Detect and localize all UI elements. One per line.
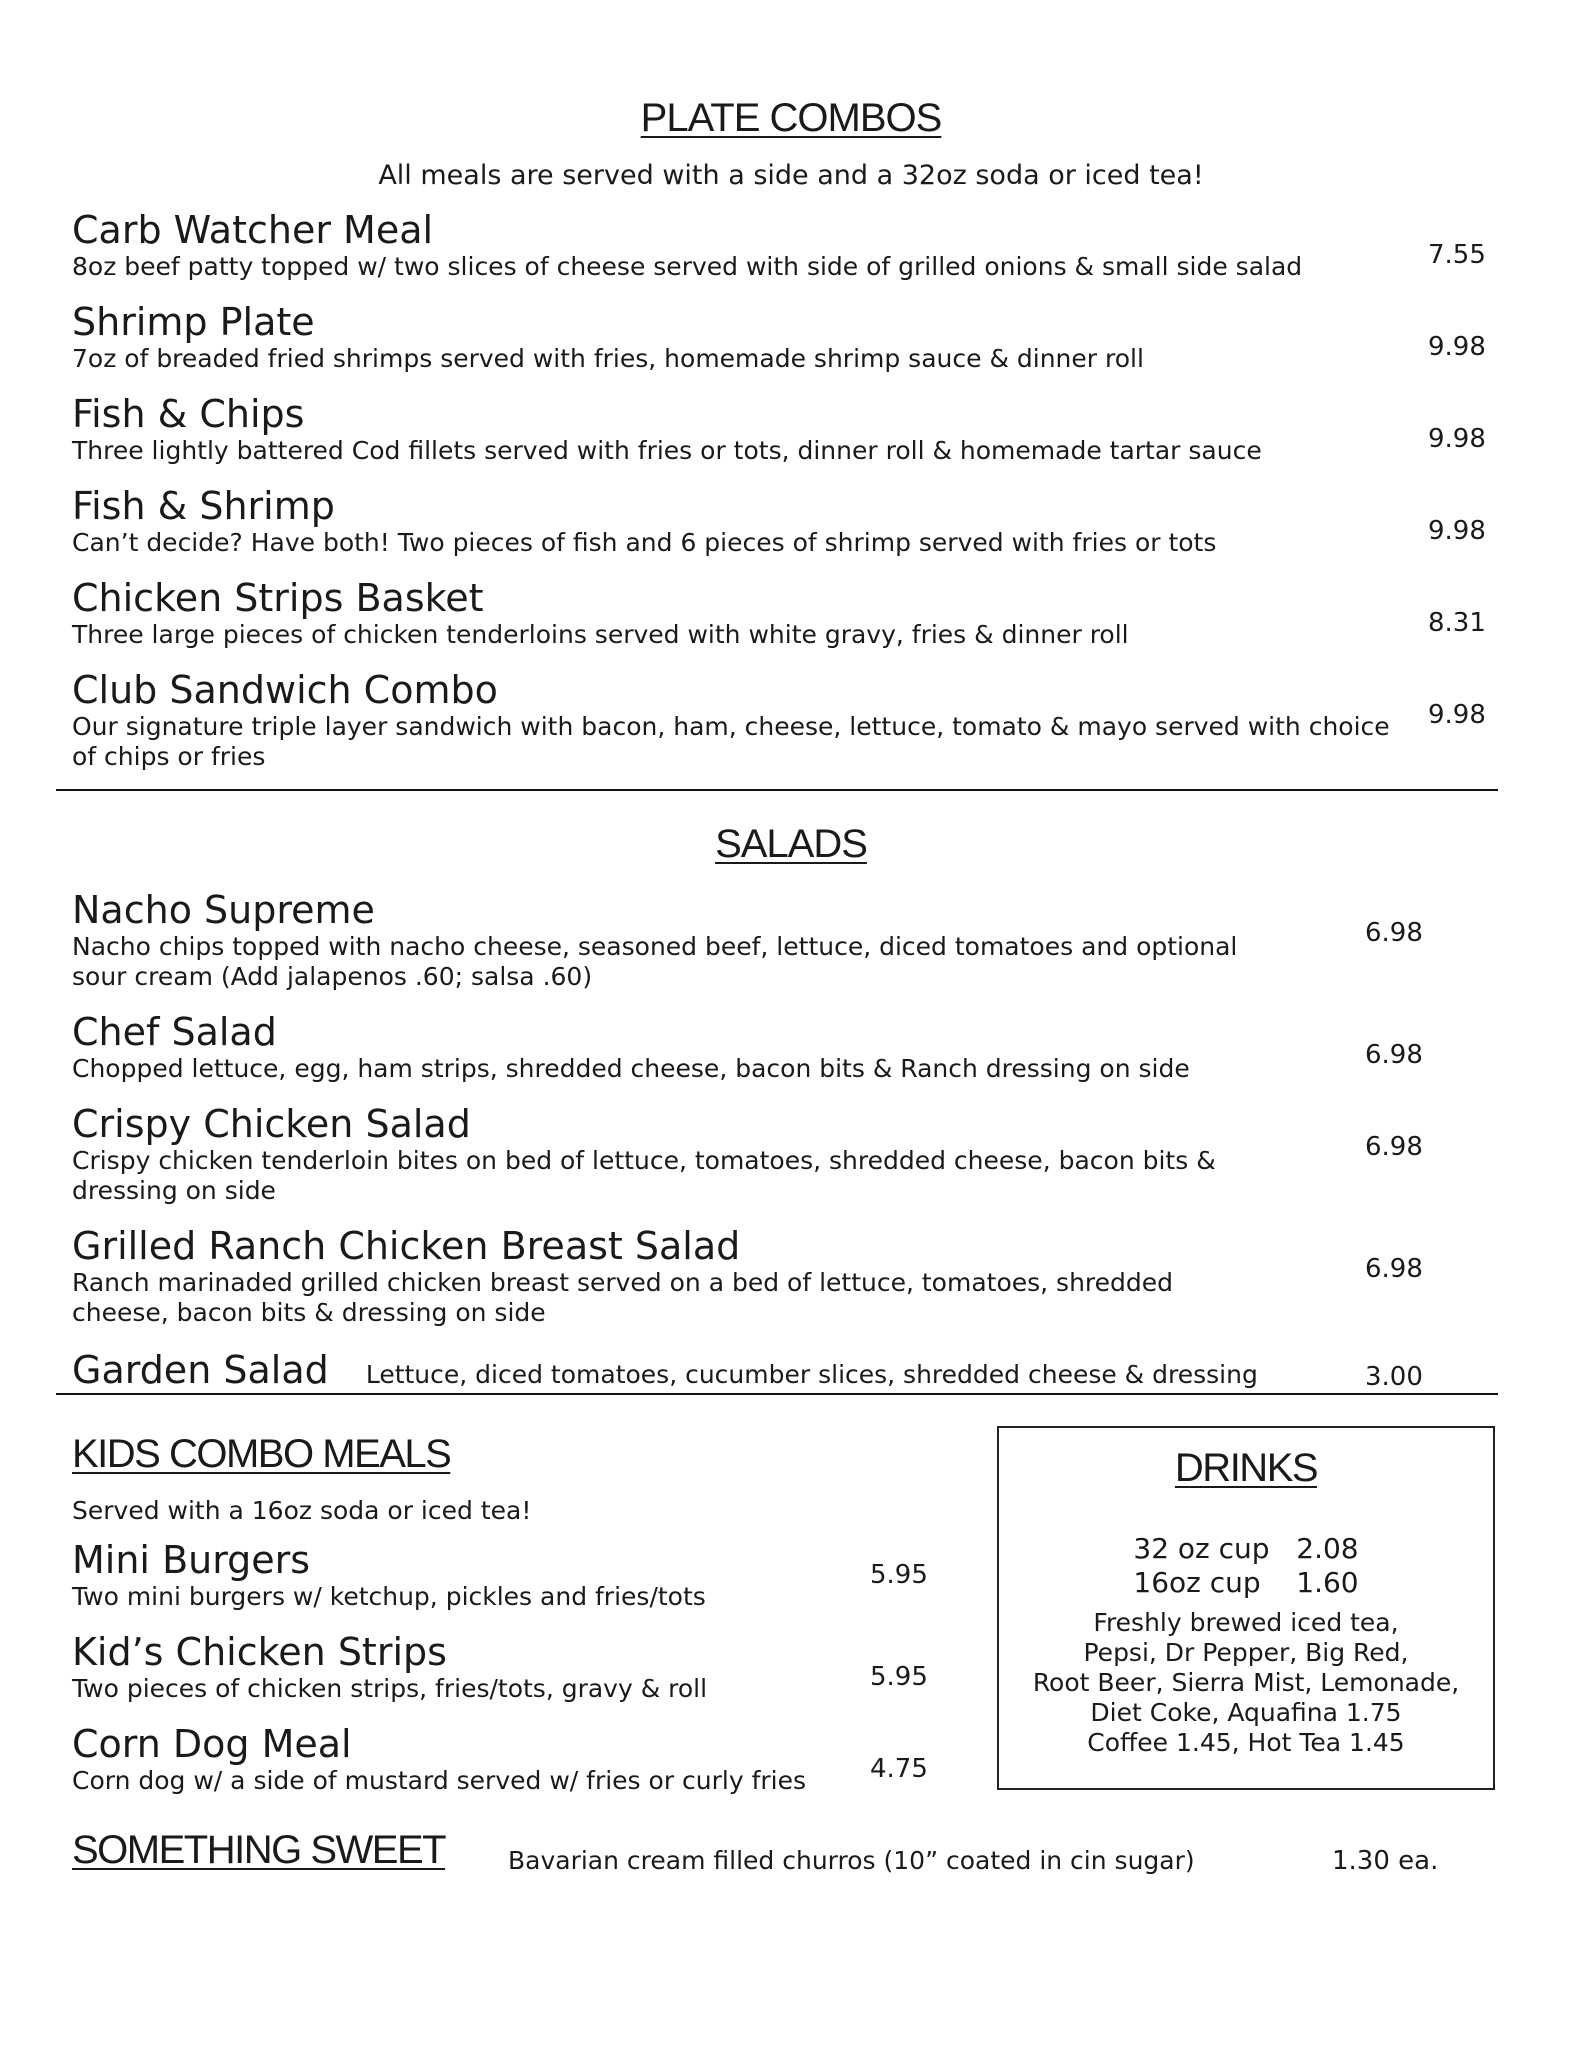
item-price: 9.98 <box>1428 516 1486 546</box>
drinks-list-line: Diet Coke, Aquafina 1.75 <box>1090 1698 1402 1727</box>
item-description: Can’t decide? Have both! Two pieces of fish and 6 pieces of shrimp served with fries or tots <box>72 528 1217 557</box>
item-name: Club Sandwich Combo <box>72 668 498 712</box>
cup-size: 32 oz cup <box>1133 1532 1270 1565</box>
item-price: 6.98 <box>1365 1132 1423 1162</box>
menu-item-kids-chicken-strips <box>72 1630 872 1704</box>
drinks-list-line: Root Beer, Sierra Mist, Lemonade, <box>1032 1668 1460 1697</box>
item-name: Nacho Supreme <box>72 888 375 932</box>
item-description: Crispy chicken tenderloin bites on bed of lettuce, tomatoes, shredded cheese, bacon bits & dressing on side <box>72 1146 1216 1205</box>
item-name: Crispy Chicken Salad <box>72 1102 471 1146</box>
item-name: Fish & Chips <box>72 392 305 436</box>
item-price: 6.98 <box>1365 1254 1423 1284</box>
menu-item-grilled-ranch-salad <box>72 1224 1262 1328</box>
plate-combos-subtitle: All meals are served with a side and a 32oz soda or iced tea! <box>378 160 1204 191</box>
item-name: Carb Watcher Meal <box>72 208 434 252</box>
item-name: Grilled Ranch Chicken Breast Salad <box>72 1224 741 1268</box>
menu-item-mini-burgers <box>72 1538 872 1612</box>
item-name: Fish & Shrimp <box>72 484 335 528</box>
menu-item-shrimp-plate <box>72 300 1412 374</box>
item-price: 5.95 <box>870 1560 928 1590</box>
menu-item-carb-watcher <box>72 208 1412 282</box>
drinks-heading: DRINKS <box>1174 1446 1318 1490</box>
item-description: 7oz of breaded fried shrimps served with fries, homemade shrimp sauce & dinner roll <box>72 344 1144 373</box>
item-price: 7.55 <box>1428 240 1486 270</box>
plate-combos-heading: PLATE COMBOS <box>640 96 942 140</box>
drink-cup-large <box>999 1532 1493 1565</box>
drinks-list-line: Pepsi, Dr Pepper, Big Red, <box>1083 1638 1409 1667</box>
item-description: Our signature triple layer sandwich with bacon, ham, cheese, lettuce, tomato & mayo served with choice of chips or fries <box>72 712 1390 771</box>
item-name: Chef Salad <box>72 1010 277 1054</box>
item-price: 8.31 <box>1428 608 1486 638</box>
drinks-list-line: Freshly brewed iced tea, <box>1093 1608 1399 1637</box>
menu-item-corn-dog <box>72 1722 872 1796</box>
item-name: Kid’s Chicken Strips <box>72 1630 447 1674</box>
salads-heading: SALADS <box>715 822 867 866</box>
item-name: Mini Burgers <box>72 1538 311 1582</box>
menu-item-chicken-strips-basket <box>72 576 1412 650</box>
cup-price: 1.60 <box>1296 1566 1359 1599</box>
menu-item-nacho-supreme <box>72 888 1262 992</box>
kids-subtitle: Served with a 16oz soda or iced tea! <box>72 1496 532 1525</box>
section-divider <box>56 1393 1498 1395</box>
menu-item-club-sandwich <box>72 668 1402 772</box>
item-price: 9.98 <box>1428 424 1486 454</box>
item-price: 3.00 <box>1365 1362 1423 1392</box>
drinks-list-line: Coffee 1.45, Hot Tea 1.45 <box>1087 1728 1405 1757</box>
item-description: Chopped lettuce, egg, ham strips, shredded cheese, bacon bits & Ranch dressing on side <box>72 1054 1190 1083</box>
cup-price: 2.08 <box>1296 1532 1359 1565</box>
item-description: Two pieces of chicken strips, fries/tots, gravy & roll <box>72 1674 708 1703</box>
item-name: Corn Dog Meal <box>72 1722 352 1766</box>
drinks-panel <box>997 1426 1495 1790</box>
menu-item-crispy-chicken-salad <box>72 1102 1262 1206</box>
section-divider <box>56 789 1498 791</box>
drinks-list <box>999 1608 1493 1758</box>
item-description: Three large pieces of chicken tenderloins served with white gravy, fries & dinner roll <box>72 620 1129 649</box>
item-description: Nacho chips topped with nacho cheese, seasoned beef, lettuce, diced tomatoes and optional sour cream (Add jalapenos .60; salsa .60) <box>72 932 1238 991</box>
item-price: 6.98 <box>1365 918 1423 948</box>
item-description: Corn dog w/ a side of mustard served w/ fries or curly fries <box>72 1766 807 1795</box>
menu-item-garden-salad <box>72 1348 1372 1392</box>
something-sweet-description: Bavarian cream filled churros (10” coated in cin sugar) <box>508 1846 1195 1875</box>
item-description: Two mini burgers w/ ketchup, pickles and fries/tots <box>72 1582 706 1611</box>
item-price: 9.98 <box>1428 700 1486 730</box>
item-price: 9.98 <box>1428 332 1486 362</box>
item-price: 6.98 <box>1365 1040 1423 1070</box>
item-name: Garden Salad <box>72 1348 329 1392</box>
item-price: 5.95 <box>870 1662 928 1692</box>
something-sweet-price: 1.30 ea. <box>1332 1846 1439 1876</box>
item-description: 8oz beef patty topped w/ two slices of cheese served with side of grilled onions & small side salad <box>72 252 1303 281</box>
cup-size: 16oz cup <box>1133 1566 1261 1599</box>
menu-item-fish-chips <box>72 392 1412 466</box>
item-description: Three lightly battered Cod fillets served with fries or tots, dinner roll & homemade tartar sauce <box>72 436 1262 465</box>
something-sweet-heading: SOMETHING SWEET <box>72 1828 446 1872</box>
item-description: Lettuce, diced tomatoes, cucumber slices, shredded cheese & dressing <box>365 1360 1258 1389</box>
menu-item-fish-shrimp <box>72 484 1412 558</box>
item-name: Shrimp Plate <box>72 300 315 344</box>
drink-cup-small <box>999 1566 1493 1599</box>
kids-heading: KIDS COMBO MEALS <box>72 1432 451 1476</box>
item-price: 4.75 <box>870 1754 928 1784</box>
menu-item-chef-salad <box>72 1010 1262 1084</box>
item-description: Ranch marinaded grilled chicken breast served on a bed of lettuce, tomatoes, shredded cheese, bacon bits & dressing on side <box>72 1268 1174 1327</box>
item-name: Chicken Strips Basket <box>72 576 484 620</box>
